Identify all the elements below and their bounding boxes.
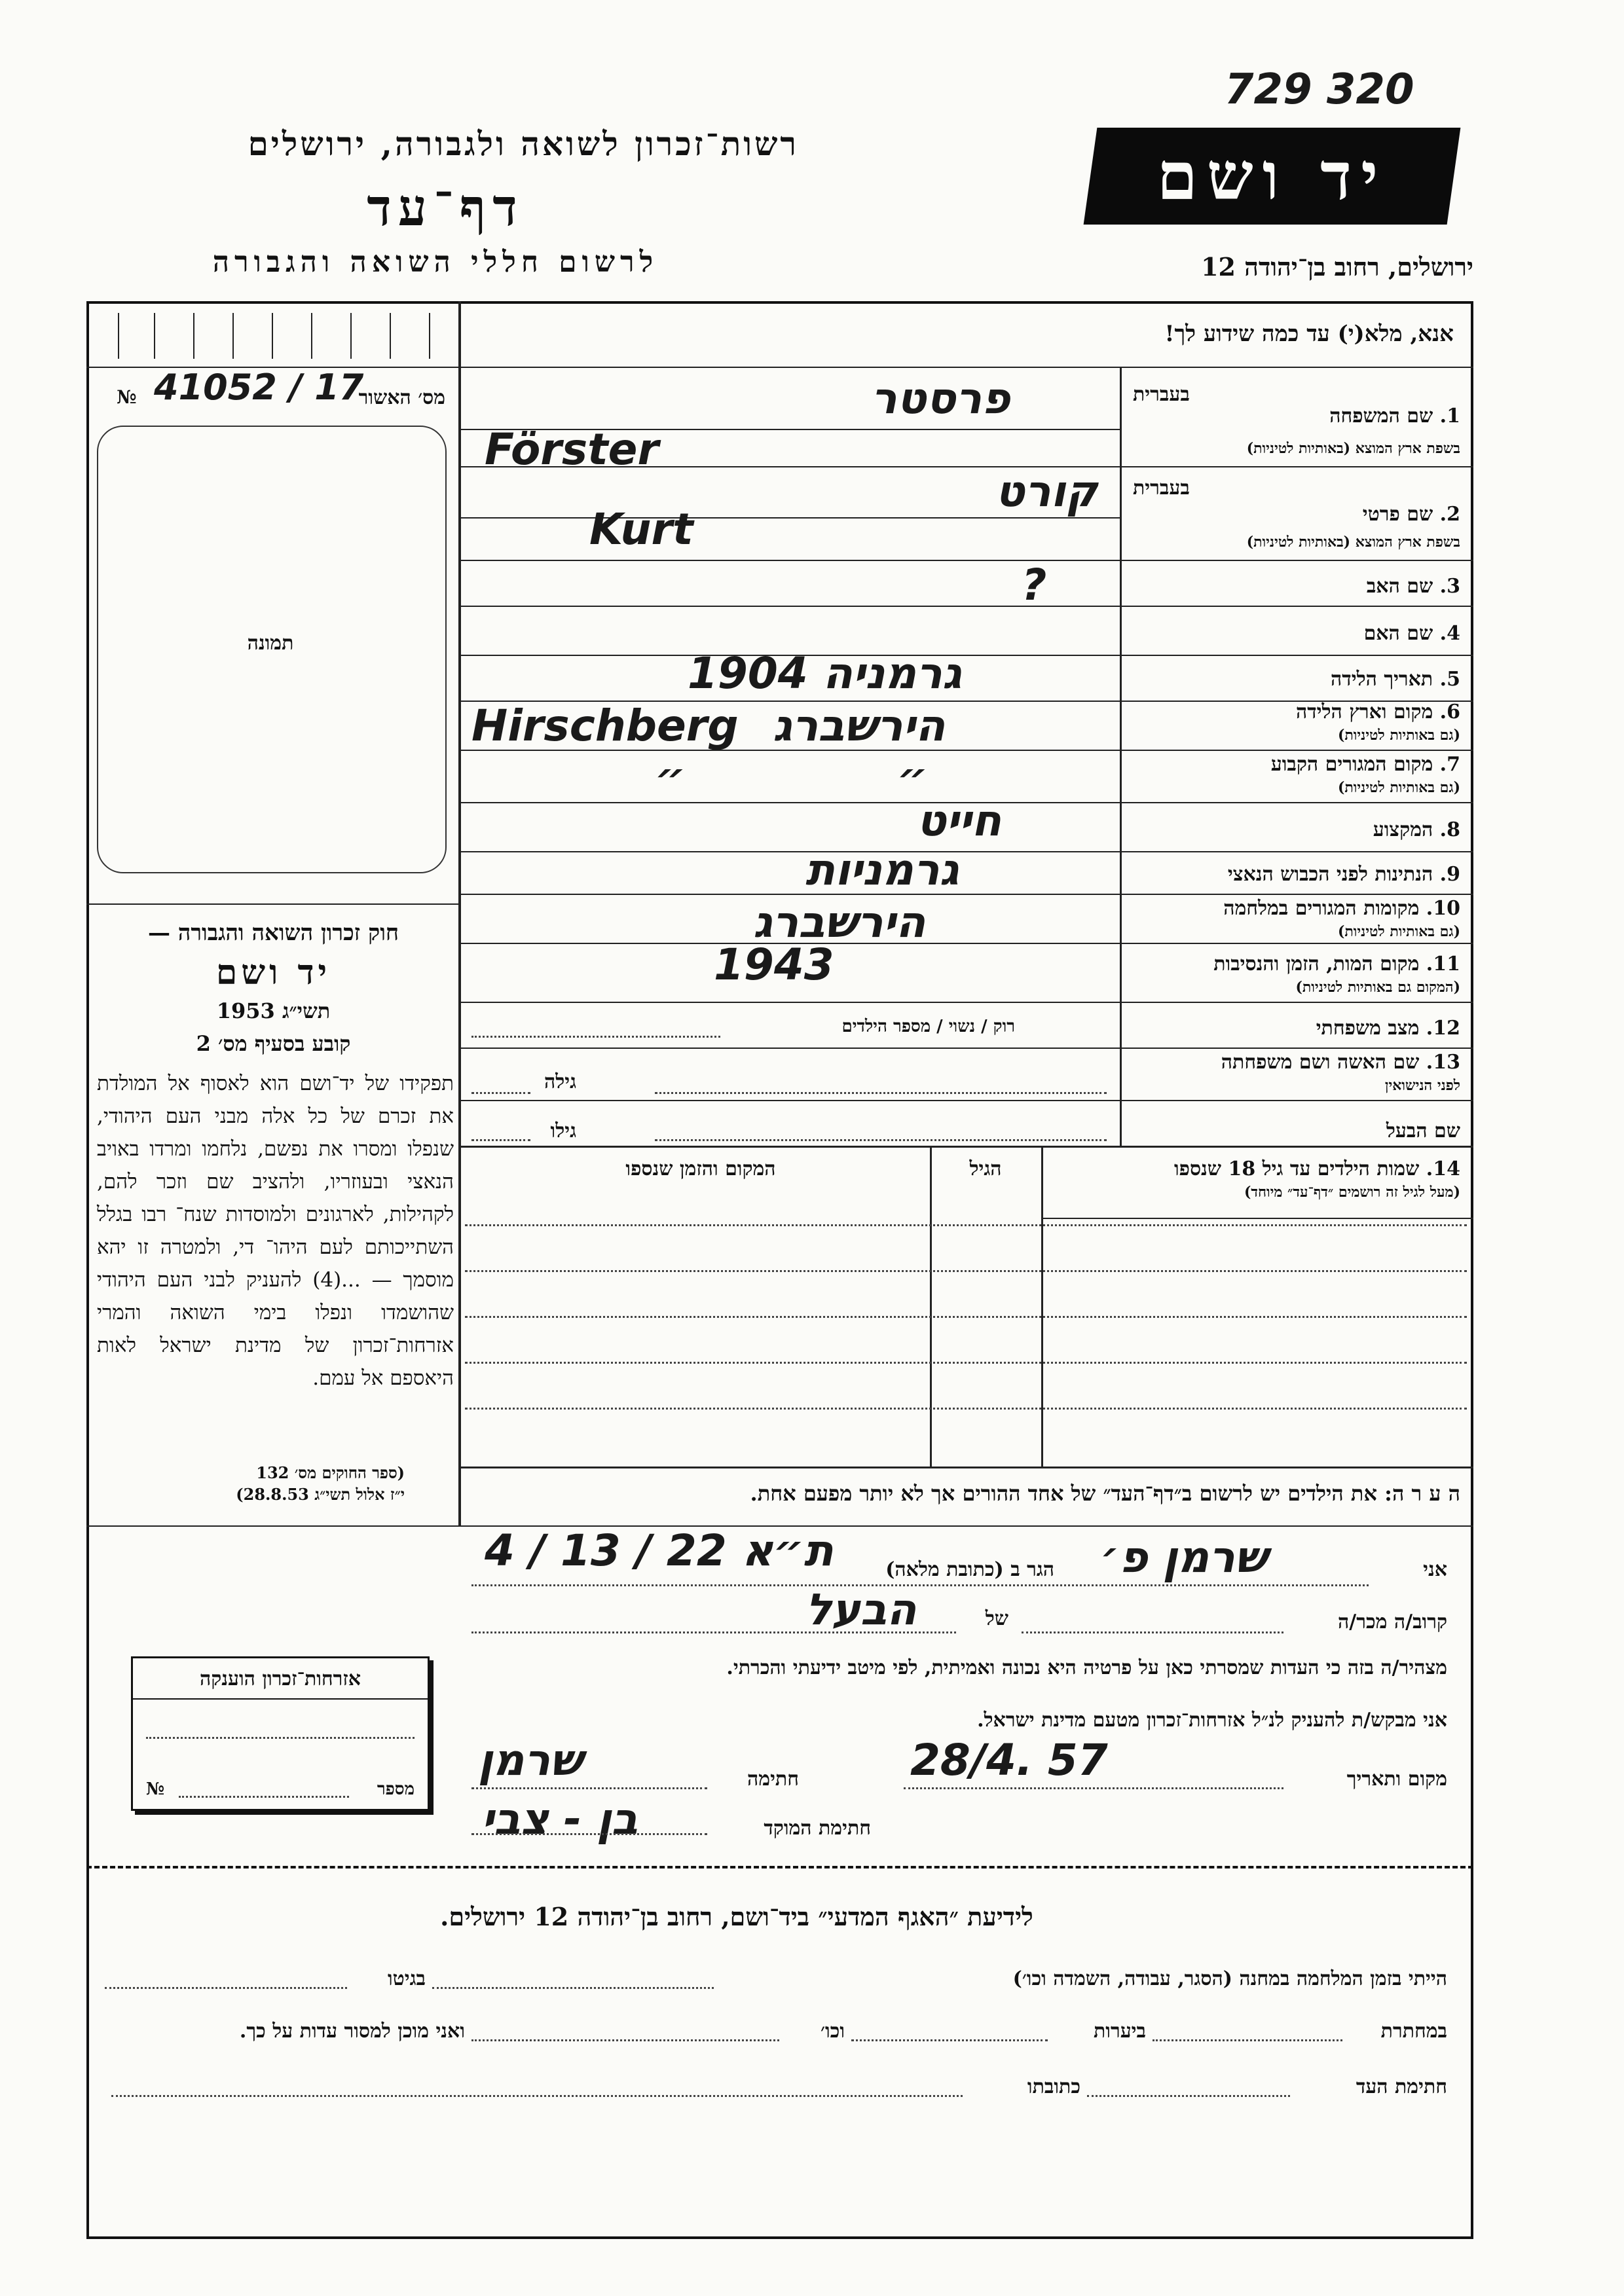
children-col-place: המקום והזמן שנספו bbox=[625, 1157, 776, 1180]
field-8-label: 8. המקצוע bbox=[1373, 818, 1460, 841]
form-subtitle: לרשום חללי השואה והגבורה bbox=[212, 246, 659, 279]
field-11-note: (המקום גם באותיות לטיניות) bbox=[1295, 979, 1460, 996]
memorial-no-symbol: № bbox=[146, 1779, 165, 1799]
field-12-options: רוק / נשוי / מספר הילדים bbox=[841, 1017, 1015, 1036]
field-13-label: 13. שם האשה ושם משפחתה bbox=[1221, 1051, 1460, 1074]
address: ירושלים, רחוב בן־יהודה 12 bbox=[1201, 252, 1473, 282]
memorial-number-label: מספר bbox=[377, 1779, 415, 1799]
underground-label: במחתרת bbox=[1380, 2020, 1447, 2043]
field-10-value: הירשברג bbox=[753, 897, 926, 947]
relative-label: קרוב/ה מכר/ה bbox=[1338, 1611, 1447, 1633]
field-1-value-he: פרסטר bbox=[871, 373, 1010, 424]
field-3-value: ? bbox=[1022, 560, 1047, 610]
field-13-note: לפני הנישואין bbox=[1384, 1077, 1460, 1094]
field-6-note: (גם באותיות לטיניות) bbox=[1337, 727, 1460, 744]
signature-label: חתימה bbox=[747, 1768, 799, 1791]
signature-value: שרמן bbox=[478, 1735, 583, 1785]
field-5-label: 5. תאריך הלידה bbox=[1331, 668, 1460, 691]
approval-number: 41052 / 17 bbox=[154, 367, 364, 408]
husband-label: שם הבעל bbox=[1386, 1120, 1460, 1142]
husband-age-label: גילו bbox=[550, 1120, 576, 1142]
photo-label: תמונה bbox=[247, 632, 294, 655]
cut-line bbox=[86, 1866, 1473, 1868]
forests-label: ביערות bbox=[1093, 2020, 1146, 2043]
field-12-label: 12. מצב משפחתי bbox=[1316, 1017, 1460, 1040]
memorial-box-title: אזרחות־זכרון הוענקה bbox=[199, 1667, 361, 1690]
field-2-value-latin: Kurt bbox=[589, 504, 693, 555]
field-10-note: (גם באותיות לטיניות) bbox=[1337, 923, 1460, 940]
field-6-label: 6. מקום וארץ הלידה bbox=[1295, 701, 1460, 723]
field-7-label: 7. מקום המגורים הקבוע bbox=[1270, 753, 1460, 776]
ghetto-label: בגיטו bbox=[387, 1967, 426, 1990]
declarant-address-label: הגר ב (כתובת מלאה) bbox=[885, 1558, 1054, 1581]
field-7-note: (גם באותיות לטיניות) bbox=[1337, 779, 1460, 796]
children-note: (מעל לגיל זה רושמים ״דף־עד״ מיוחד) bbox=[1244, 1184, 1460, 1201]
etc-label: וכו׳ bbox=[821, 2020, 845, 2043]
field-1-value-latin: Förster bbox=[485, 424, 659, 475]
field-11-value: 1943 bbox=[714, 939, 834, 990]
approval-label: מס׳ האשור bbox=[358, 386, 445, 409]
law-name: יד ושם bbox=[215, 953, 331, 993]
logo-text: יד ושם bbox=[1156, 137, 1388, 215]
approval-no-symbol: № bbox=[117, 386, 137, 408]
field-9-label: 9. הנתינות לפני הכבוש הנאצי bbox=[1227, 863, 1460, 886]
field-2-value-he: קורט bbox=[995, 466, 1098, 517]
law-clause: קובע בסעיף מס׳ 2 bbox=[196, 1031, 351, 1056]
field-4-label: 4. שם האם bbox=[1363, 622, 1460, 645]
note-text: ה ע ר ה: את הילדים יש לרשום ב״דף־העד״ של אחד ההורים אך לא יותר מפעם אחת. bbox=[750, 1481, 1460, 1506]
camp-line: הייתי בזמן המלחמה במחנה (הסגר, עבודה, השמדה וכו׳) bbox=[1012, 1967, 1447, 1990]
field-1-note: בשפת ארץ המוצא (באותיות לטיניות) bbox=[1246, 440, 1460, 457]
field-11-label: 11. מקום המות, הזמן והנסיבות bbox=[1213, 953, 1460, 975]
law-title: חוק זכרון השואה והגבורה — bbox=[147, 920, 399, 946]
field-2-note: בשפת ארץ המוצא (באותיות לטיניות) bbox=[1246, 534, 1460, 551]
certifier-value: בן - צבי bbox=[481, 1794, 638, 1844]
of-label: של bbox=[985, 1607, 1008, 1630]
relation-value: הבעל bbox=[805, 1584, 917, 1635]
law-source-date: י״ז אלול תשי״ג 28.8.53) bbox=[236, 1485, 405, 1504]
law-year: תשי״ג 1953 bbox=[216, 998, 331, 1023]
field-6-value-latin: Hirschberg bbox=[471, 701, 739, 751]
field-8-value: חייט bbox=[917, 795, 1002, 846]
field-1-label: 1. שם המשפחה bbox=[1329, 405, 1460, 428]
field-13-age-label: גילה bbox=[544, 1070, 576, 1093]
field-1-tag: בעברית bbox=[1133, 383, 1190, 406]
field-2-label: 2. שם פרטי bbox=[1362, 503, 1460, 526]
form-title: דף־עד bbox=[367, 178, 524, 238]
field-7-value: ״ ״ bbox=[655, 753, 1026, 803]
request-text: אני מבקש/ת להעניק לנ״ל אזרחות־זכרון מטעם מדינת ישראל. bbox=[977, 1709, 1447, 1732]
law-text: תפקידו של יד־ושם הוא לאסוף אל המולדת את זכרם של כל אלה מבני העם היהודי, שנפלו ומסרו את נפשם, נלחמו ומרדו באויב הנאצי ובעוזריו, ולהציב שם וזכר להם, לקהילות, לארגונים ולמוסדות שנח־ רבו בגלל השתייכותם לעם היהו־ די, ולמטרה זו יהא מוסמך — ...(4) להעניק לבני העם היהודי שהושמדו ונפלו בימי השואה והמרי אזרחות־זכרון של מדינת ישראל לאות היאספם אל עמם. bbox=[97, 1072, 454, 1390]
field-9-value: גרמניות bbox=[805, 845, 959, 895]
field-10-label: 10. מקומות המגורים במלחמה bbox=[1223, 897, 1460, 920]
witness-address-label: כתובתו bbox=[1027, 2075, 1080, 2098]
authority-name: רשות־זכרון לשואה ולגבורה, ירושלים bbox=[248, 124, 799, 163]
declarant-i-label: אני bbox=[1423, 1558, 1447, 1581]
instruction: אנא, מלא(י) עד כמה שידוע לך! bbox=[1164, 321, 1454, 347]
place-date-label: מקום ותאריך bbox=[1346, 1768, 1447, 1791]
file-number: 729 320 bbox=[1225, 65, 1414, 114]
field-2-tag: בעברית bbox=[1133, 477, 1190, 500]
memorial-citizenship-box bbox=[131, 1656, 430, 1811]
field-3-label: 3. שם האב bbox=[1366, 575, 1460, 598]
certifier-label: חתימת המוקד bbox=[764, 1817, 871, 1840]
law-source: (ספר החוקים מס׳ 132 bbox=[256, 1463, 405, 1482]
children-col-age: הגיל bbox=[969, 1157, 1002, 1180]
declare-text: מצהיר/ה בזה כי העדות שמסרתי כאן על פרטיה היא נכונה ואמיתית, לפי מיטב ידיעתי והכרתי. bbox=[726, 1656, 1447, 1679]
field-5-value: גרמניה 1904 bbox=[688, 648, 962, 699]
date-value: 28/4. 57 bbox=[910, 1735, 1108, 1785]
declarant-name: שרמן פ׳ bbox=[1100, 1532, 1268, 1582]
declarant-address: ת״א 22 / 13 / 4 bbox=[485, 1525, 834, 1576]
witness-signature-label: חתימת העד bbox=[1356, 2075, 1447, 2098]
children-label: 14. שמות הילדים עד גיל 18 שנספו bbox=[1173, 1157, 1460, 1180]
field-6-value-he: הירשברג bbox=[773, 701, 946, 751]
bottom-title: לידיעת ״האגף המדעי״ ביד־ושם, רחוב בן־יהודה 12 ירושלים. bbox=[440, 1902, 1033, 1931]
ready-label: ואני מוכן למסור עדות על כך. bbox=[239, 2020, 465, 2043]
yad-vashem-logo bbox=[1084, 128, 1461, 225]
